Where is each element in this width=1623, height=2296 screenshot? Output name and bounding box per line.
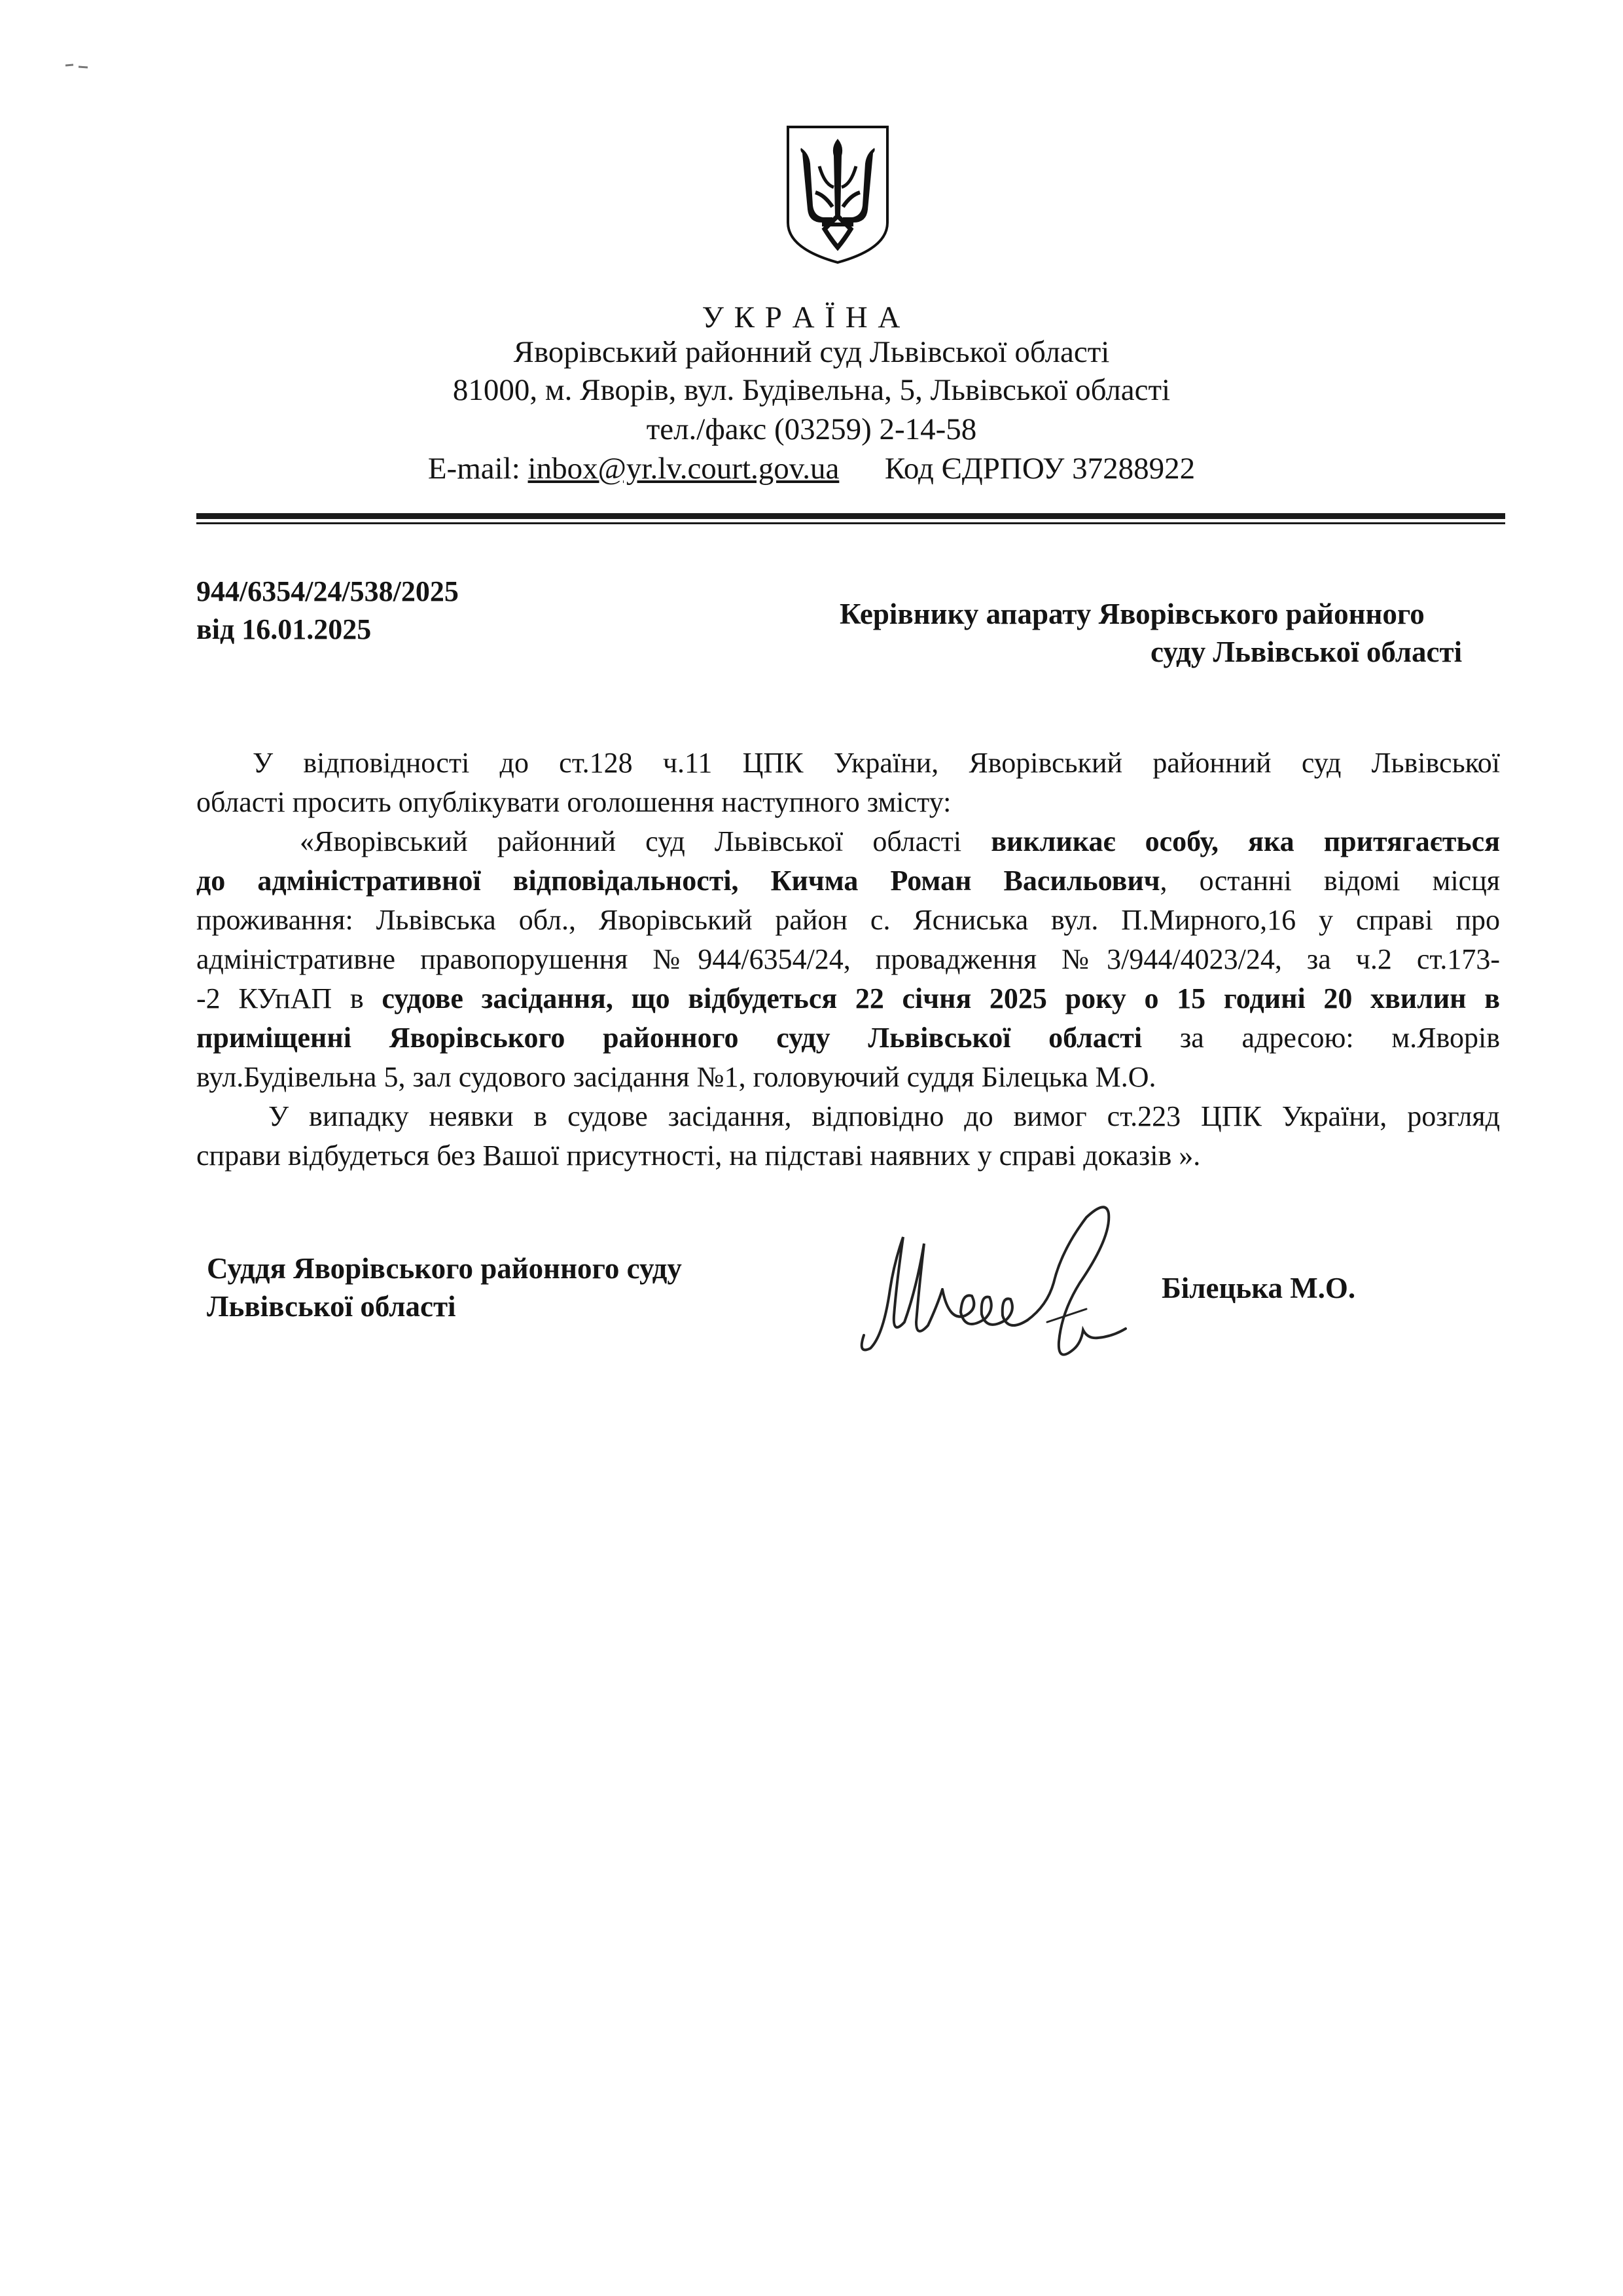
body-paragraph-3-line-2: справи відбудеться без Вашої присутності, на підставі наявних у справі доказів ». [196,1139,1201,1172]
text-span: , останні відомі місця [1160,865,1500,897]
text-span: -2 КУпАП в [196,982,382,1014]
header-divider-thin [196,522,1505,524]
handwritten-signature [851,1191,1139,1368]
body-paragraph-1-line-1: У відповідності до ст.128 ч.11 ЦПК України, Яворівський районний суд Львівської [253,747,1500,779]
addressee-line-2: суду Львівської області [1150,636,1463,668]
outgoing-number: 944/6354/24/538/2025 [196,575,459,607]
text-span-bold: викликає особу, яка притягається [991,825,1500,857]
country-heading: У К Р А Ї Н А [702,300,902,334]
text-span-bold: до адміністративної відповідальності, Кичма Роман Васильович [196,865,1160,897]
signer-name: Білецька М.О. [1162,1272,1356,1304]
court-phone: тел./факс (03259) 2-14-58 [646,412,977,446]
text-span: за адресою: м.Яворів [1142,1022,1500,1054]
body-paragraph-1-line-2: області просить опублікувати оголошення наступного змісту: [196,786,952,818]
edrpou-code: Код ЄДРПОУ 37288922 [884,452,1196,486]
body-paragraph-2-line-1 [300,823,1500,860]
text-span-bold: приміщенні Яворівського районного суду Львівської області [196,1022,1143,1054]
signer-title-line-2: Львівської області [207,1290,456,1323]
email-link[interactable]: inbox@yr.lv.court.gov.ua [527,452,840,486]
coat-of-arms-icon [785,124,890,265]
body-paragraph-2-line-7: вул.Будівельна 5, зал судового засідання №1, головуючий суддя Білецька М.О. [196,1061,1156,1093]
outgoing-date: від 16.01.2025 [196,613,372,645]
court-name: Яворівський районний суд Львівської області [513,335,1110,369]
body-paragraph-2-line-3: проживання: Львівська обл., Яворівський район с. Ясниська вул. П.Мирного,16 у справі про [196,904,1500,936]
header-divider-thick [196,513,1505,519]
body-paragraph-2-line-2 [196,863,1500,899]
court-address: 81000, м. Яворів, вул. Будівельна, 5, Львівської області [452,373,1171,407]
email-label: E-mail: [427,452,520,486]
text-span: «Яворівський районний суд Львівської області [300,825,991,857]
body-paragraph-2-line-4: адміністративне правопорушення №944/6354/24, провадження №3/944/4023/24, за ч.2 ст.173- [196,943,1500,975]
signer-title-line-1: Суддя Яворівського районного суду [207,1252,682,1285]
text-span-bold: судове засідання, що відбудеться 22 січня 2025 року о 15 годині 20 хвилин в [382,982,1500,1014]
body-paragraph-2-line-6 [196,1020,1500,1056]
scan-mark [65,63,88,69]
body-paragraph-3-line-1: У випадку неявки в судове засідання, відповідно до вимог ст.223 ЦПК України, розгляд [268,1100,1500,1132]
addressee-line-1: Керівнику апарату Яворівського районного [840,598,1425,630]
body-paragraph-2-line-5 [196,980,1500,1017]
court-contacts [0,450,1623,487]
